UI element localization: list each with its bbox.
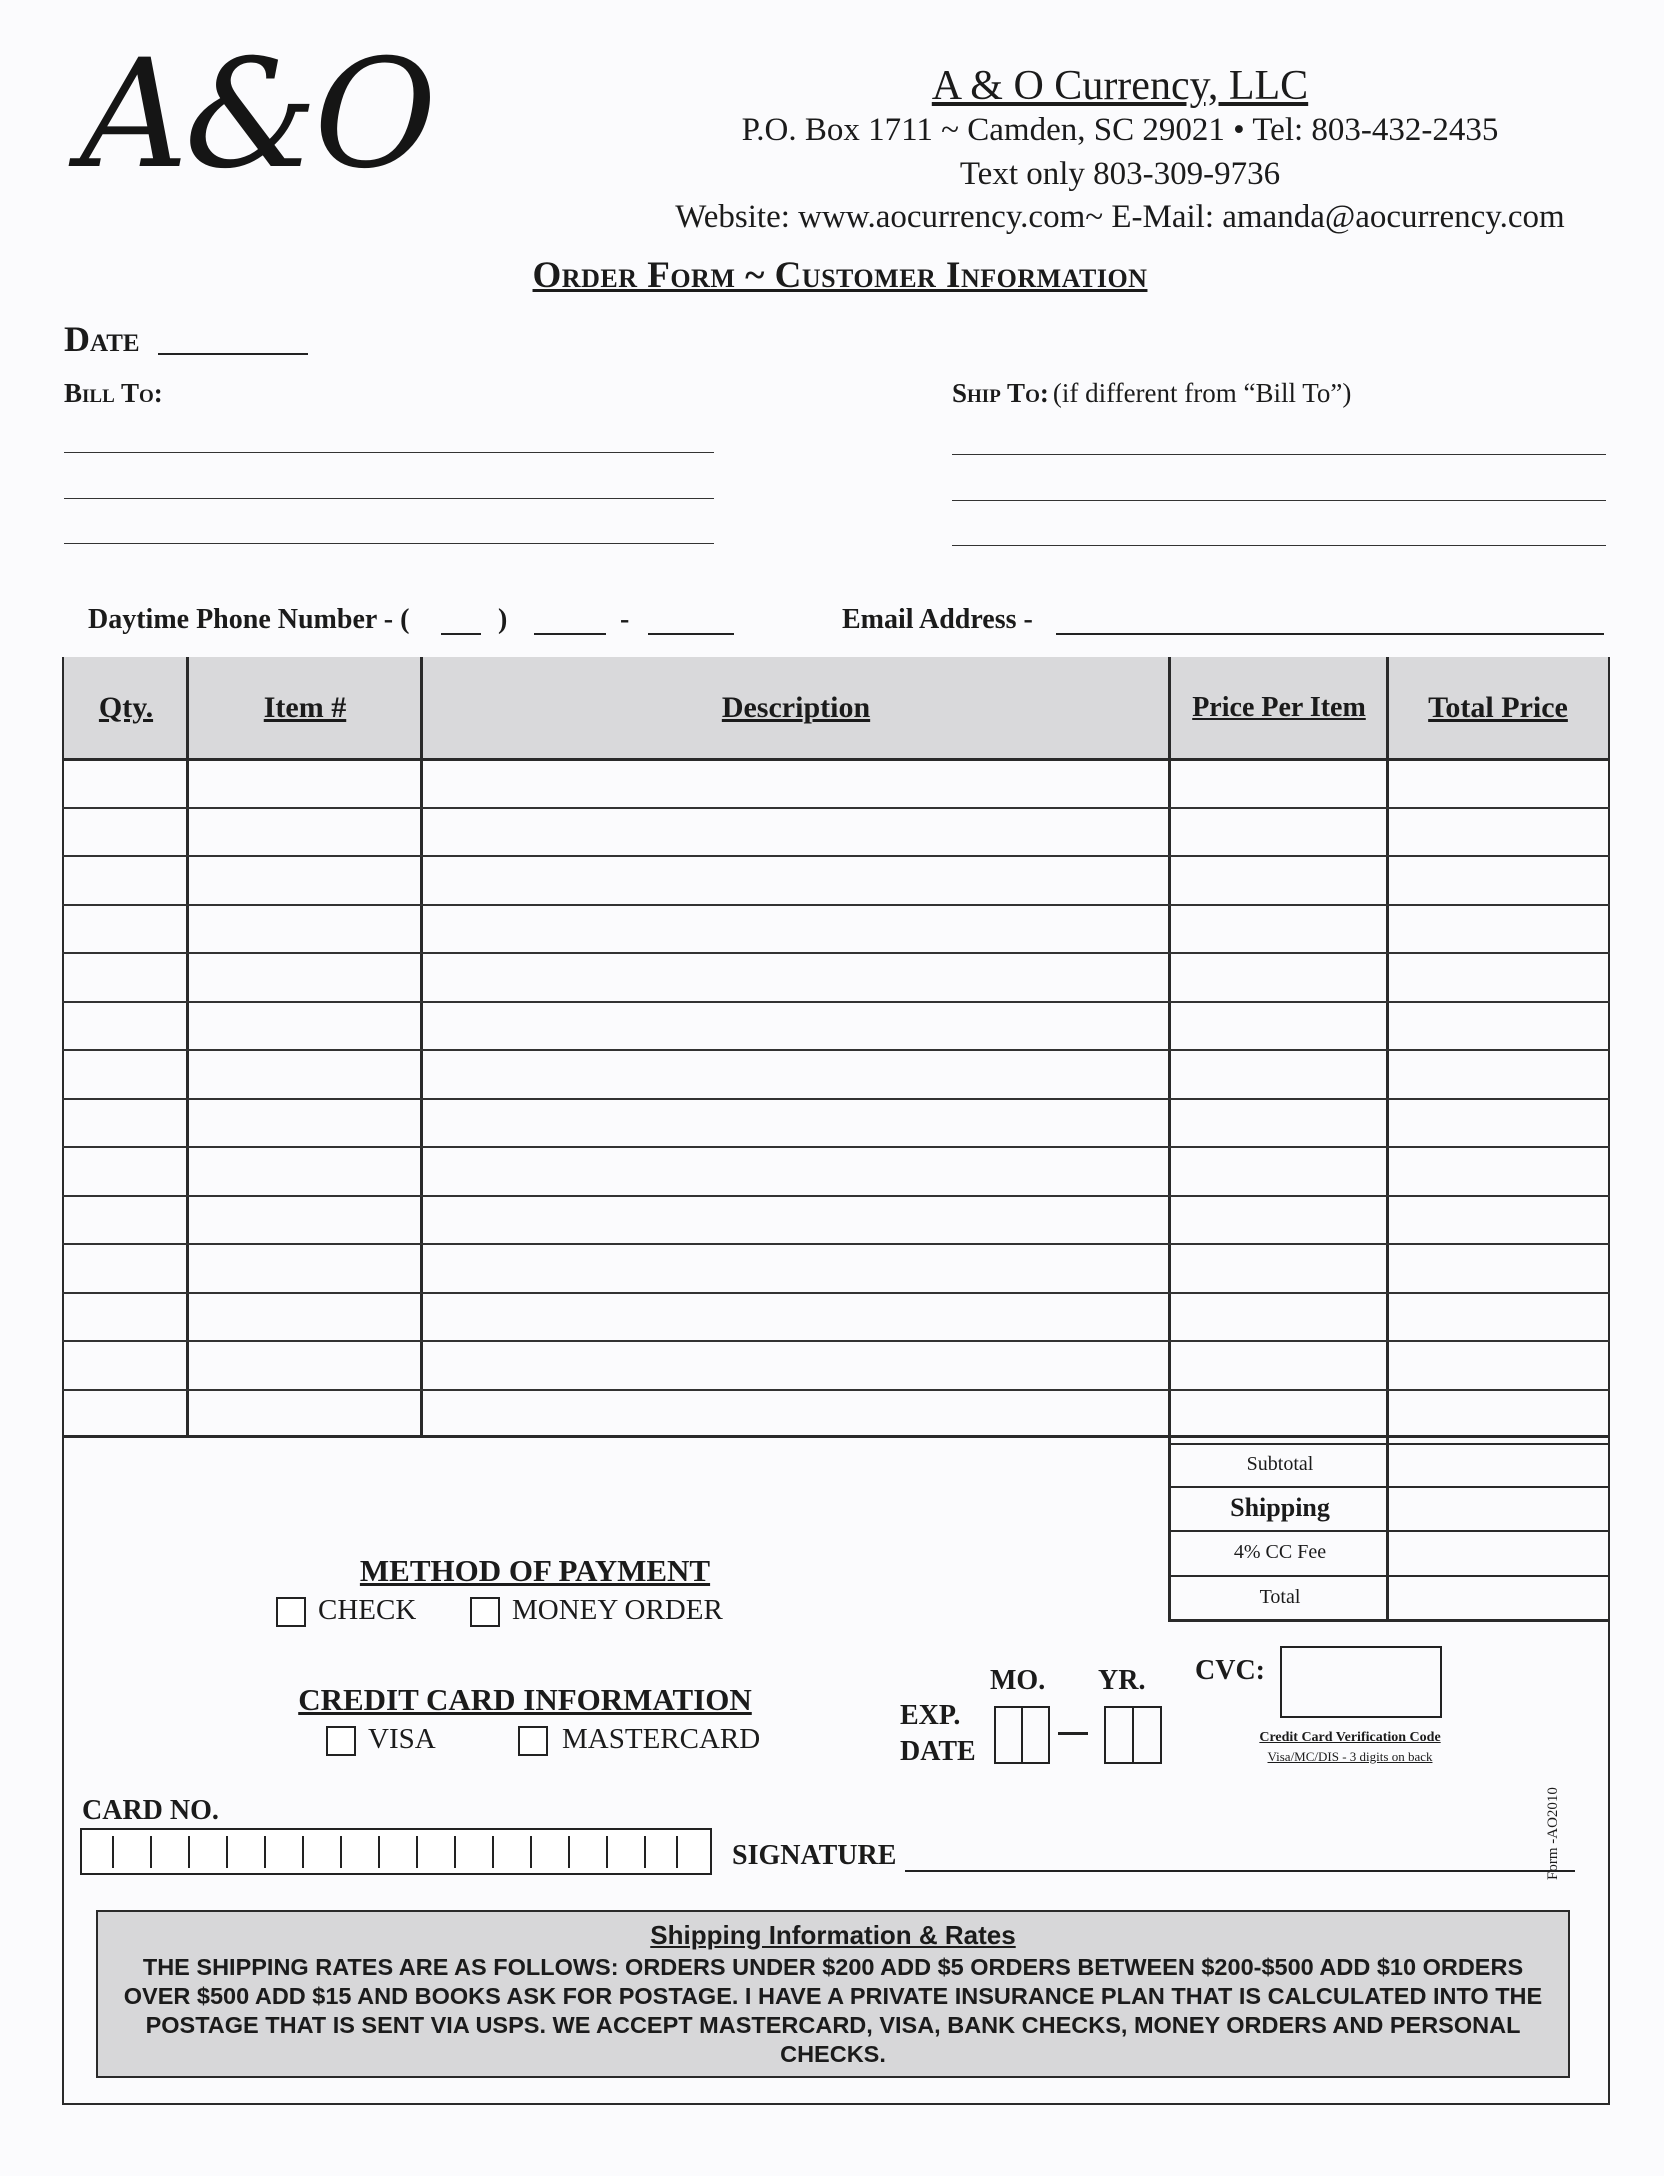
table-row bbox=[62, 1049, 1610, 1051]
company-logo: A&O bbox=[80, 28, 433, 202]
card-digit-divider bbox=[644, 1836, 646, 1868]
order-table bbox=[62, 657, 1610, 2105]
table-row bbox=[62, 1340, 1610, 1342]
table-row bbox=[62, 1292, 1610, 1294]
table-row bbox=[62, 904, 1610, 906]
card-digit-divider bbox=[492, 1836, 494, 1868]
form-title: Order Form ~ Customer Information bbox=[532, 255, 1148, 296]
ship-to-label: Ship To: bbox=[952, 378, 1049, 408]
cvc-field[interactable] bbox=[1280, 1646, 1442, 1718]
cvc-label: CVC: bbox=[1195, 1655, 1265, 1686]
company-text-line: Text only 803-309-9736 bbox=[959, 156, 1281, 192]
phone-line-number[interactable] bbox=[648, 633, 734, 635]
card-number-label: CARD NO. bbox=[82, 1795, 219, 1826]
table-row bbox=[62, 1146, 1610, 1148]
card-digit-divider bbox=[530, 1836, 532, 1868]
mastercard-checkbox[interactable] bbox=[518, 1726, 548, 1756]
col-divider-qty bbox=[186, 657, 189, 1437]
date-field[interactable] bbox=[158, 353, 308, 355]
card-digit-divider bbox=[568, 1836, 570, 1868]
signature-field[interactable] bbox=[905, 1870, 1575, 1872]
table-row bbox=[62, 855, 1610, 857]
col-divider-item bbox=[420, 657, 423, 1437]
visa-checkbox[interactable] bbox=[326, 1726, 356, 1756]
card-digit-divider bbox=[416, 1836, 418, 1868]
money-order-checkbox[interactable] bbox=[470, 1597, 500, 1627]
card-digit-divider bbox=[378, 1836, 380, 1868]
signature-label: SIGNATURE bbox=[732, 1840, 897, 1871]
email-field[interactable] bbox=[1056, 633, 1604, 635]
ship-to-line-3[interactable] bbox=[952, 545, 1606, 546]
card-digit-divider bbox=[302, 1836, 304, 1868]
mastercard-label: MASTERCARD bbox=[562, 1723, 761, 1755]
exp-label: EXP. bbox=[900, 1700, 961, 1731]
table-row bbox=[62, 1098, 1610, 1100]
card-digit-divider bbox=[606, 1836, 608, 1868]
form-code-text: Form -AO2010 bbox=[1545, 1787, 1561, 1880]
card-number-field[interactable] bbox=[80, 1828, 712, 1875]
shipping-info-box bbox=[96, 1910, 1570, 2078]
shipping-label: Shipping bbox=[1230, 1492, 1330, 1522]
ship-to-line-1[interactable] bbox=[952, 454, 1606, 455]
credit-card-title: CREDIT CARD INFORMATION bbox=[298, 1682, 752, 1717]
visa-label: VISA bbox=[368, 1723, 436, 1755]
payment-method-title: METHOD OF PAYMENT bbox=[359, 1553, 711, 1588]
shipping-field[interactable] bbox=[1390, 1489, 1606, 1529]
shipping-info-body: THE SHIPPING RATES ARE AS FOLLOWS: ORDERS UNDER $200 ADD $5 ORDERS BETWEEN $200-$500 ADD $10 ORDERS OVER $500 ADD $15 AND BOOKS ASK FOR POSTAGE. I HAVE A PRIVATE INSURANCE PLAN THAT IS CALCULATED INTO THE POSTAGE THAT IS SENT VIA USPS. WE ACCEPT MASTERCARD, VISA, BANK CHECKS, MONEY ORDERS AND PERSONAL CHECKS. bbox=[123, 1954, 1543, 2067]
exp-month-divider bbox=[1021, 1706, 1023, 1764]
total-label: Total bbox=[1259, 1586, 1301, 1608]
bill-to-line-3[interactable] bbox=[64, 543, 714, 544]
exp-year-divider bbox=[1132, 1706, 1134, 1764]
card-digit-divider bbox=[676, 1836, 678, 1868]
total-field[interactable] bbox=[1390, 1578, 1606, 1618]
col-header-item: Item # bbox=[188, 657, 422, 759]
company-web-email: Website: www.aocurrency.com~ E-Mail: amanda@aocurrency.com bbox=[675, 199, 1565, 235]
card-digit-divider bbox=[454, 1836, 456, 1868]
cvc-note-title: Credit Card Verification Code bbox=[1259, 1730, 1441, 1745]
col-header-price-per-item: Price Per Item bbox=[1170, 657, 1388, 759]
date-label-exp: DATE bbox=[900, 1736, 976, 1767]
cc-fee-field[interactable] bbox=[1390, 1533, 1606, 1573]
ship-to-header bbox=[952, 378, 1351, 409]
check-checkbox[interactable] bbox=[276, 1597, 306, 1627]
company-name: A & O Currency, LLC bbox=[931, 63, 1309, 109]
table-row bbox=[62, 1195, 1610, 1197]
year-label: YR. bbox=[1098, 1665, 1146, 1696]
cc-fee-label: 4% CC Fee bbox=[1233, 1541, 1327, 1563]
card-digit-divider bbox=[226, 1836, 228, 1868]
subtotal-field[interactable] bbox=[1390, 1446, 1606, 1486]
table-row bbox=[62, 1389, 1610, 1391]
ship-to-note: (if different from “Bill To”) bbox=[1052, 378, 1352, 408]
card-digit-divider bbox=[188, 1836, 190, 1868]
bill-to-line-1[interactable] bbox=[64, 452, 714, 453]
card-digit-divider bbox=[340, 1836, 342, 1868]
table-row bbox=[62, 807, 1610, 809]
phone-area-code[interactable] bbox=[441, 633, 481, 635]
phone-prefix[interactable] bbox=[534, 633, 606, 635]
table-row bbox=[62, 1243, 1610, 1245]
cvc-note-detail: Visa/MC/DIS - 3 digits on back bbox=[1267, 1749, 1433, 1764]
shipping-info-title: Shipping Information & Rates bbox=[650, 1920, 1016, 1950]
col-header-description: Description bbox=[422, 657, 1170, 759]
company-address: P.O. Box 1711 ~ Camden, SC 29021 • Tel: 803-432-2435 bbox=[741, 112, 1499, 148]
bill-to-line-2[interactable] bbox=[64, 498, 714, 499]
ship-to-line-2[interactable] bbox=[952, 500, 1606, 501]
email-label: Email Address - bbox=[842, 604, 1033, 635]
money-order-label: MONEY ORDER bbox=[512, 1594, 723, 1626]
card-digit-divider bbox=[264, 1836, 266, 1868]
date-label: Date bbox=[64, 319, 140, 359]
bill-to-label: Bill To: bbox=[64, 378, 163, 408]
exp-dash bbox=[1058, 1732, 1088, 1735]
card-digit-divider bbox=[150, 1836, 152, 1868]
phone-label: Daytime Phone Number - ( bbox=[88, 604, 410, 635]
table-row bbox=[62, 952, 1610, 954]
check-label: CHECK bbox=[318, 1594, 417, 1626]
phone-paren: ) bbox=[498, 604, 508, 635]
phone-dash: - bbox=[620, 604, 630, 635]
table-header-divider bbox=[62, 758, 1610, 761]
subtotal-label: Subtotal bbox=[1246, 1453, 1314, 1475]
table-bottom-line bbox=[62, 1435, 1610, 1438]
form-code bbox=[1545, 1617, 1562, 1880]
totals-bottom-line bbox=[1168, 1619, 1610, 1622]
month-label: MO. bbox=[990, 1665, 1046, 1696]
col-header-qty: Qty. bbox=[64, 657, 188, 759]
card-digit-divider bbox=[112, 1836, 114, 1868]
col-header-total-price: Total Price bbox=[1388, 657, 1608, 759]
table-row bbox=[62, 1001, 1610, 1003]
